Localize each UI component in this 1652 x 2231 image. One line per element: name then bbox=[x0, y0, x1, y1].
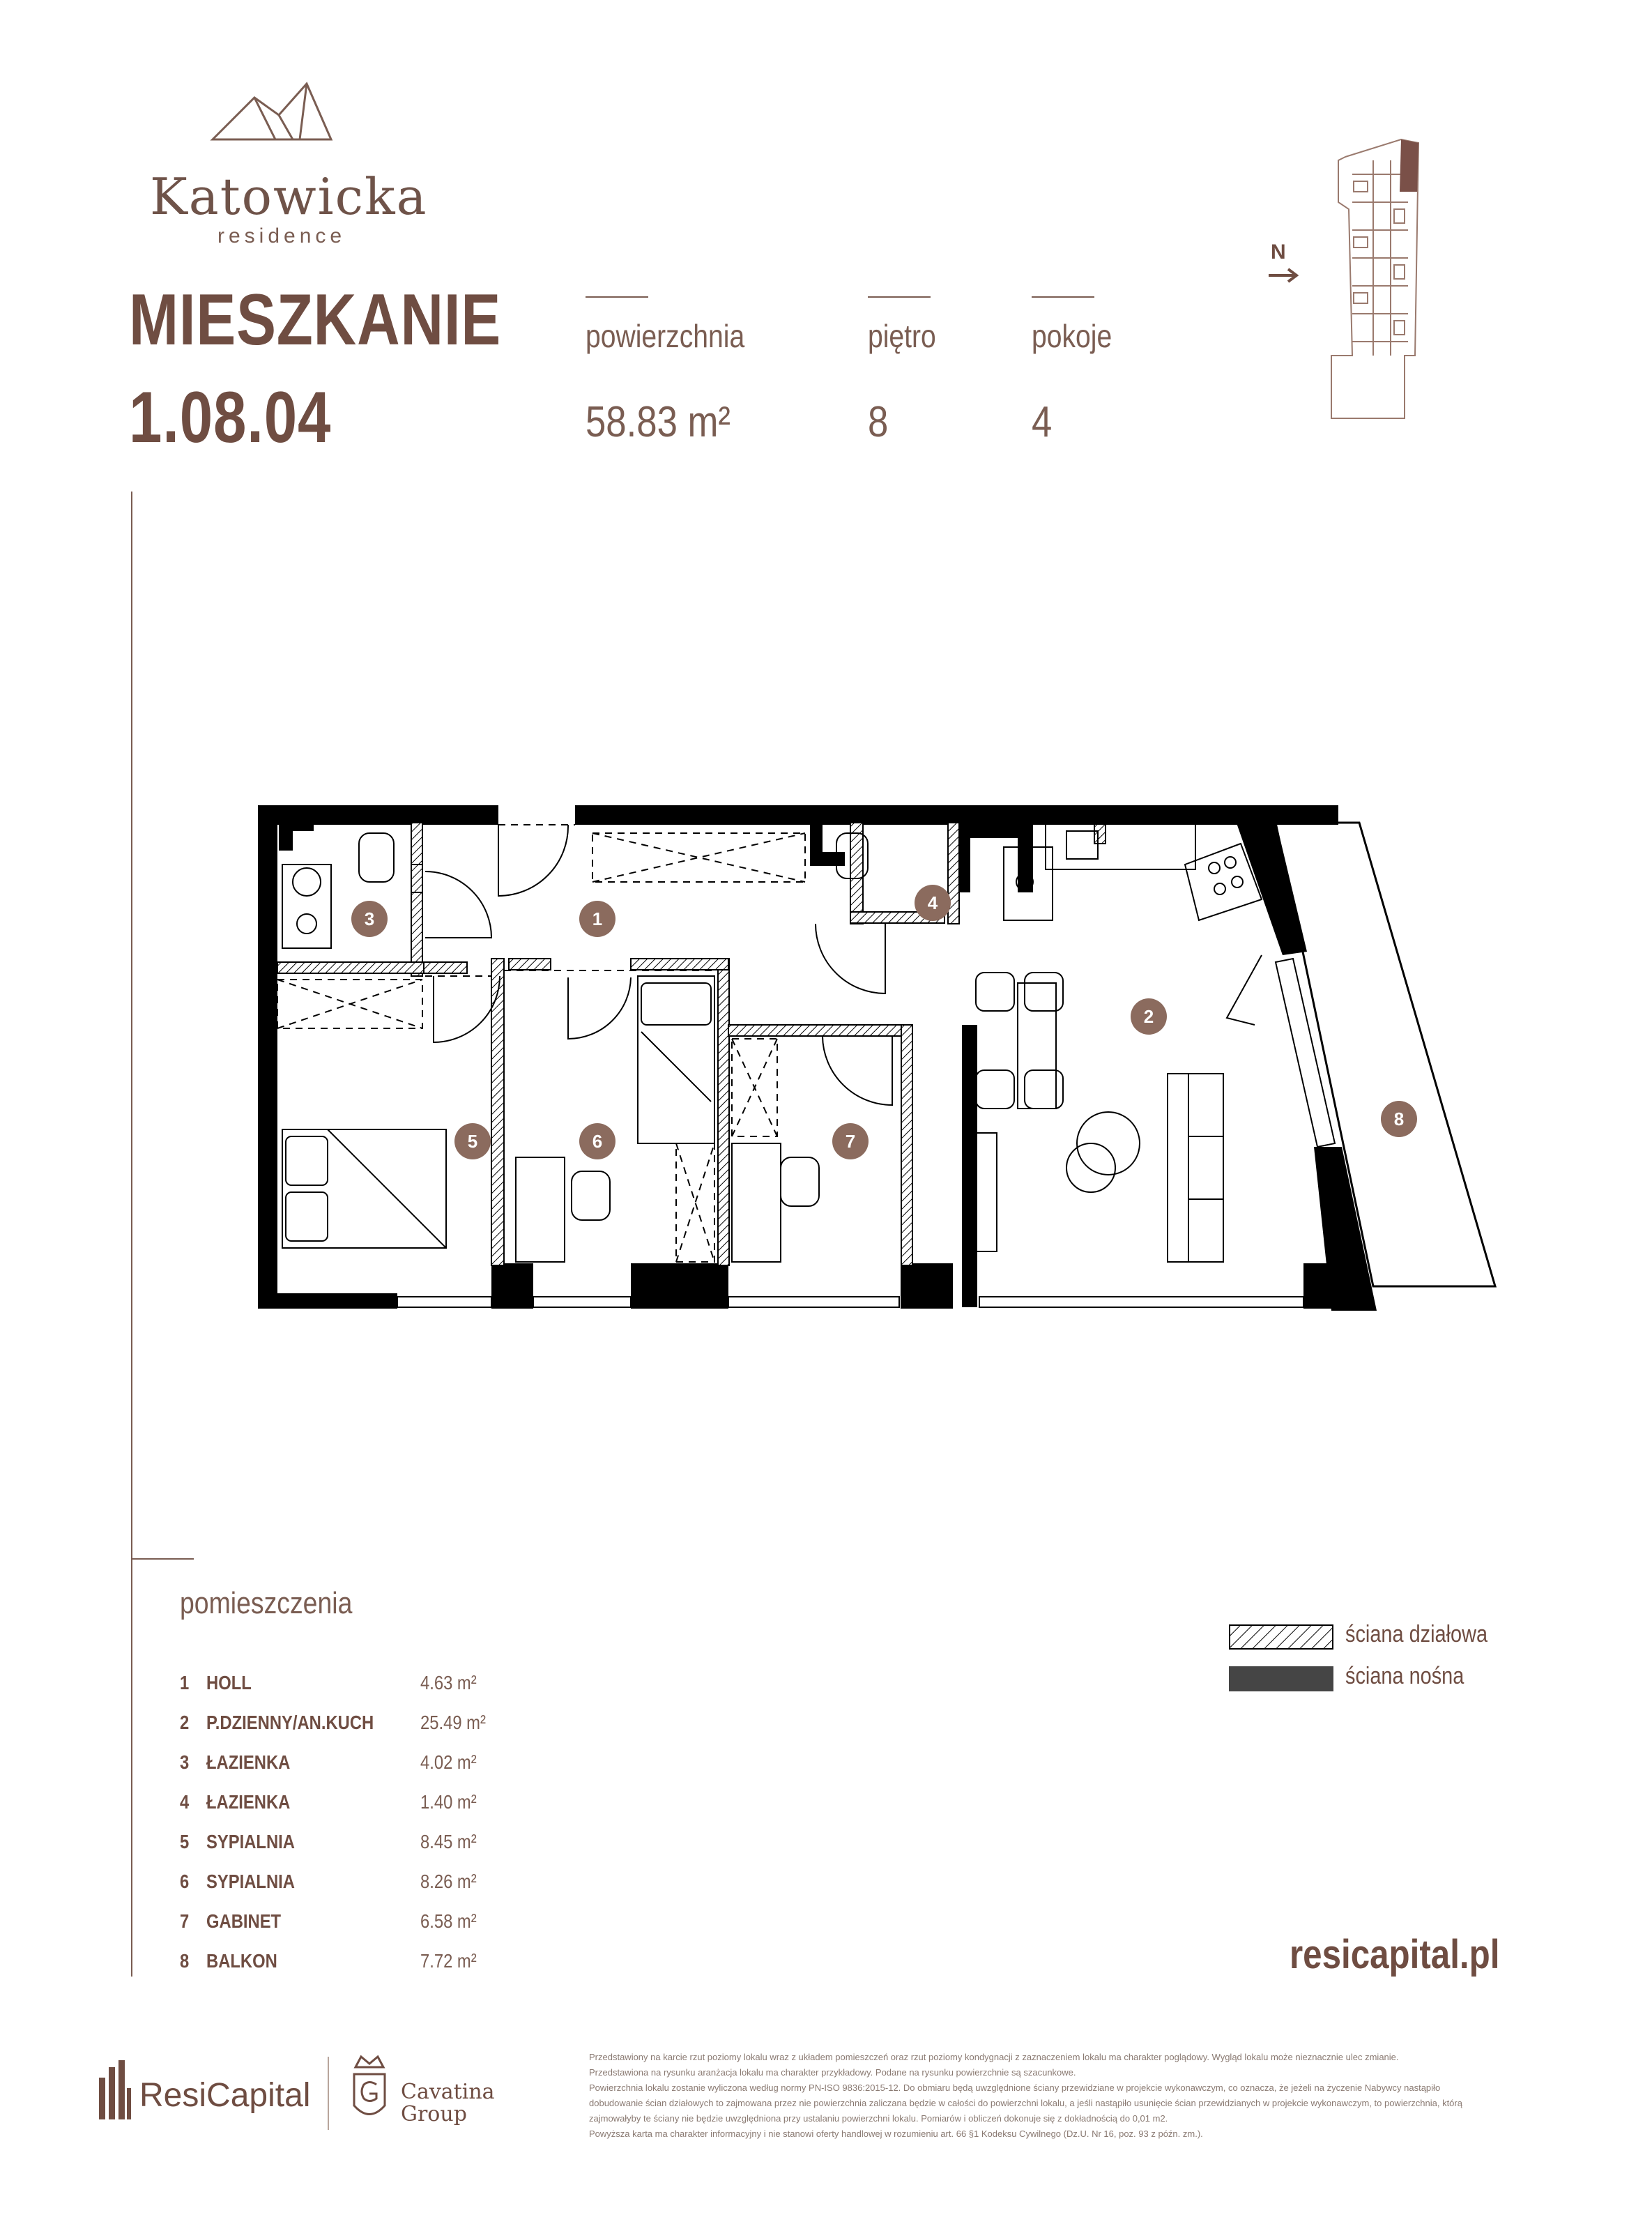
svg-text:5: 5 bbox=[467, 1131, 478, 1152]
brand-name: Katowicka bbox=[150, 167, 428, 226]
cavatina-line-1: Cavatina bbox=[401, 2080, 495, 2104]
room-area: 8.45 m² bbox=[420, 1831, 477, 1852]
room-row bbox=[180, 1910, 487, 1945]
room-number: 5 bbox=[180, 1831, 190, 1852]
room-area: 1.40 m² bbox=[420, 1791, 477, 1813]
room-area: 6.58 m² bbox=[420, 1910, 477, 1932]
room-name: GABINET bbox=[206, 1910, 282, 1932]
room-number: 1 bbox=[180, 1672, 190, 1693]
fixtures bbox=[282, 824, 1262, 948]
guide-line bbox=[131, 492, 132, 1977]
room-name: SYPIALNIA bbox=[206, 1871, 295, 1892]
disclaimer-line: Powyższa karta ma charakter informacyjny i nie stanowi oferty handlowej w rozumieniu art. 66 §1 Kodeksu Cywilnego (Dz.U. Nr 16, poz. 93 z późn. zm.). bbox=[589, 2129, 1203, 2139]
room-area: 25.49 m² bbox=[420, 1712, 486, 1733]
brand-subtitle: residence bbox=[217, 224, 346, 248]
disclaimer bbox=[589, 2050, 1488, 2142]
room-name: ŁAZIENKA bbox=[206, 1751, 291, 1773]
room-area: 4.63 m² bbox=[420, 1672, 477, 1693]
room-row bbox=[180, 1751, 487, 1786]
room-row bbox=[180, 1672, 487, 1707]
svg-text:7: 7 bbox=[845, 1131, 856, 1152]
room-row bbox=[180, 1950, 487, 1985]
svg-text:1: 1 bbox=[592, 908, 603, 929]
furniture-living bbox=[976, 973, 1223, 1262]
legend-bearing-swatch bbox=[1229, 1666, 1333, 1691]
room-badge-4 bbox=[915, 885, 951, 921]
cavatina-logo-icon bbox=[349, 2053, 390, 2130]
svg-text:4: 4 bbox=[927, 892, 938, 913]
guide-tick bbox=[131, 1558, 194, 1560]
room-area: 4.02 m² bbox=[420, 1751, 477, 1773]
spec-divider bbox=[586, 296, 648, 298]
spec-divider bbox=[1032, 296, 1094, 298]
svg-text:8: 8 bbox=[1393, 1109, 1405, 1129]
room-badge-2 bbox=[1131, 998, 1167, 1035]
brand-logo-icon bbox=[209, 77, 335, 143]
room-name: ŁAZIENKA bbox=[206, 1791, 291, 1813]
room-number: 4 bbox=[180, 1791, 190, 1813]
room-area: 7.72 m² bbox=[420, 1950, 477, 1972]
room-badge-5 bbox=[454, 1123, 491, 1159]
spec-floor-value: 8 bbox=[868, 398, 889, 446]
building-key-plan bbox=[1324, 132, 1436, 425]
floor-plan bbox=[251, 795, 1506, 1325]
room-number: 7 bbox=[180, 1910, 190, 1932]
room-name: P.DZIENNY/AN.KUCH bbox=[206, 1712, 374, 1733]
room-row bbox=[180, 1831, 487, 1866]
room-name: SYPIALNIA bbox=[206, 1831, 295, 1852]
resicapital-logo-text: ResiCapital bbox=[139, 2077, 311, 2114]
furniture-room-6 bbox=[516, 976, 714, 1262]
legend-partition-swatch bbox=[1229, 1624, 1333, 1650]
website-link[interactable]: resicapital.pl bbox=[1290, 1932, 1500, 1977]
north-arrow-icon bbox=[1267, 265, 1302, 286]
disclaimer-line: Przedstawiony na karcie rzut poziomy lokalu wraz z układem pomieszczeń oraz rzut poziomy kondygnacji z zaznaczeniem lokalu ma charakter poglądowy. Wygląd lokalu może nieznacznie ulec zmianie. bbox=[589, 2052, 1399, 2062]
room-number: 2 bbox=[180, 1712, 190, 1733]
room-name: HOLL bbox=[206, 1672, 252, 1693]
spec-divider bbox=[868, 296, 931, 298]
legend-partition-label: ściana działowa bbox=[1345, 1621, 1488, 1647]
room-row bbox=[180, 1712, 487, 1746]
spec-area-value: 58.83 m² bbox=[586, 398, 731, 446]
room-row bbox=[180, 1871, 487, 1905]
room-badge-8 bbox=[1381, 1101, 1417, 1137]
disclaimer-line: Powierzchnia lokalu zostanie wyliczona według normy PN-ISO 9836:2015-12. Do obmiaru będą uwzględnione ściany przewidziane w projekcie wykonawczym, co oznacza, że jeżeli na życzenie Nabywcy nastąpiło dobudowanie ścian działowych to zajmowana przez nie powierzchnia zaliczana będzie w całości do powierzchni lokalu, a jeśli nastąpiło usunięcie ścian przewidzianych w projekcie wykonawczym, to powierzchnia, którą zajmowałyby te ściany nie będzie uwzględniona przy ustalaniu powierzchni lokalu. Pomiarów i obliczeń dokonuje się z dokładnością do 0,01 m2. bbox=[589, 2082, 1462, 2124]
apartment-label: MIESZKANIE bbox=[129, 280, 502, 360]
disclaimer-line: Przedstawiona na rysunku aranżacja lokalu ma charakter przykładowy. Podane na rysunku powierzchnie są szacunkowe. bbox=[589, 2067, 1076, 2078]
furniture-room-7 bbox=[732, 1143, 819, 1262]
apartment-number: 1.08.04 bbox=[129, 377, 332, 458]
room-badge-1 bbox=[579, 901, 615, 937]
svg-text:2: 2 bbox=[1143, 1006, 1154, 1027]
partition-walls bbox=[277, 823, 1106, 1265]
room-number: 3 bbox=[180, 1751, 190, 1773]
cavatina-line-2: Group bbox=[401, 2102, 467, 2126]
footer-divider bbox=[328, 2057, 329, 2130]
spec-rooms-value: 4 bbox=[1032, 398, 1053, 446]
room-badge-7 bbox=[832, 1123, 869, 1159]
bearing-walls bbox=[258, 805, 1377, 1311]
north-label: N bbox=[1271, 241, 1286, 264]
spec-area-label: powierzchnia bbox=[586, 318, 745, 354]
cavatina-logo-text bbox=[401, 2081, 495, 2126]
svg-text:3: 3 bbox=[364, 908, 375, 929]
room-badge-6 bbox=[579, 1123, 615, 1159]
spec-floor-label: piętro bbox=[868, 318, 936, 354]
rooms-title: pomieszczenia bbox=[180, 1586, 353, 1620]
svg-text:6: 6 bbox=[592, 1131, 603, 1152]
resicapital-logo-icon bbox=[98, 2060, 132, 2123]
room-number: 8 bbox=[180, 1950, 190, 1972]
room-badge-3 bbox=[351, 901, 388, 937]
bed-room-5 bbox=[282, 1129, 446, 1248]
room-row bbox=[180, 1791, 487, 1826]
room-area: 8.26 m² bbox=[420, 1871, 477, 1892]
spec-rooms-label: pokoje bbox=[1032, 318, 1112, 354]
room-name: BALKON bbox=[206, 1950, 277, 1972]
room-number: 6 bbox=[180, 1871, 190, 1892]
legend-bearing-label: ściana nośna bbox=[1345, 1663, 1464, 1689]
